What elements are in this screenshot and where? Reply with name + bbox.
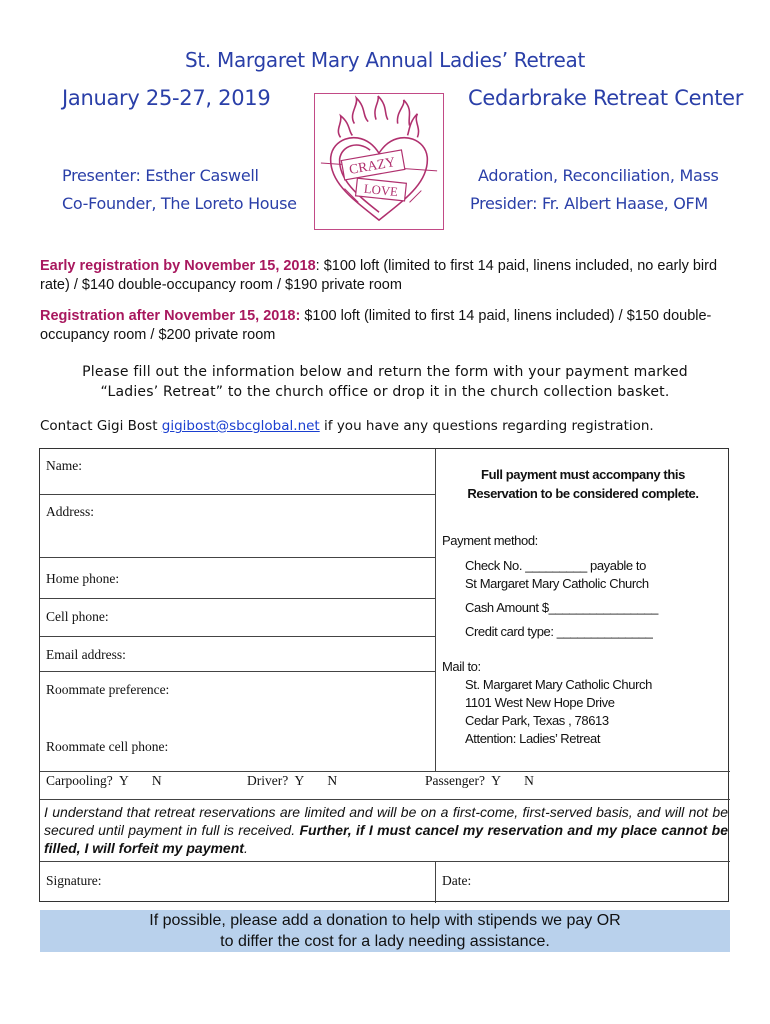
passenger-field[interactable]: Passenger? Y N	[425, 773, 534, 788]
late-registration-label: Registration after November 15, 2018:	[40, 308, 301, 324]
presenter: Presenter: Esther Caswell	[62, 166, 259, 185]
retreat-venue: Cedarbrake Retreat Center	[468, 86, 744, 110]
mail-to-label: Mail to:	[442, 659, 481, 674]
notice-bold: Further, if I must cancel my reservation and my place cannot be filled, I will forfeit my payment	[44, 822, 729, 856]
email-field[interactable]: Email address:	[46, 647, 126, 662]
crazy-love-logo	[314, 93, 444, 230]
roommate-preference-field[interactable]: Roommate preference:	[46, 682, 170, 697]
early-registration	[40, 257, 730, 295]
flaming-heart-icon	[315, 94, 443, 229]
mail-line2: 1101 West New Hope Drive	[465, 695, 615, 710]
logo-word-crazy: CRAZY	[347, 154, 397, 177]
contact-line	[40, 418, 654, 434]
notice-end: .	[243, 840, 248, 856]
logo-word-love: LOVE	[363, 181, 399, 200]
late-registration-text: $100 loft (limited to first 14 paid, linens included) / $150 double-occupancy room / $200 private room	[40, 308, 712, 343]
check-option[interactable]	[465, 557, 649, 593]
donation-line1: If possible, please add a donation to help with stipends we pay OR	[149, 912, 621, 929]
notice-plain: I understand that retreat reservations are limited and will be on a first-come, first-served basis, and will not be secured until payment in full is received.	[44, 804, 728, 838]
check-line1: Check No. _________ payable to	[465, 558, 646, 573]
late-registration	[40, 307, 730, 345]
early-registration-label: Early registration by November 15, 2018	[40, 258, 316, 274]
check-line2: St Margaret Mary Catholic Church	[465, 576, 649, 591]
cell-phone-field[interactable]: Cell phone:	[46, 609, 109, 624]
instructions	[40, 362, 730, 402]
mail-line3: Cedar Park, Texas , 78613	[465, 713, 609, 728]
payment-notice	[436, 465, 730, 503]
payment-notice-line2: Reservation to be considered complete.	[467, 486, 699, 501]
payment-notice-line1: Full payment must accompany this	[481, 467, 685, 482]
payment-method-label: Payment method:	[442, 533, 538, 548]
contact-after: if you have any questions regarding registration.	[319, 418, 654, 434]
donation-banner	[40, 910, 730, 952]
carpooling-field[interactable]: Carpooling? Y N	[46, 773, 162, 788]
date-field[interactable]: Date:	[442, 873, 472, 888]
mail-line1: St. Margaret Mary Catholic Church	[465, 677, 652, 692]
retreat-dates: January 25-27, 2019	[62, 86, 271, 110]
cancellation-notice	[44, 803, 728, 857]
presenter-role: Co-Founder, The Loreto House	[62, 194, 297, 213]
address-field[interactable]: Address:	[46, 504, 94, 519]
mail-line4: Attention: Ladies’ Retreat	[465, 731, 601, 746]
credit-card-option[interactable]: Credit card type: ______________	[465, 624, 653, 639]
presider: Presider: Fr. Albert Haase, OFM	[470, 194, 708, 213]
home-phone-field[interactable]: Home phone:	[46, 571, 120, 586]
roommate-cell-field[interactable]: Roommate cell phone:	[46, 739, 169, 754]
early-registration-text: : $100 loft (limited to first 14 paid, linens included, no early bird rate) / $140 double-occupancy room / $190 private room	[40, 258, 718, 293]
donation-line2: to differ the cost for a lady needing assistance.	[220, 933, 550, 950]
cash-option[interactable]: Cash Amount $________________	[465, 600, 658, 615]
mailing-address	[465, 676, 652, 748]
name-field[interactable]: Name:	[46, 458, 82, 473]
signature-field[interactable]: Signature:	[46, 873, 102, 888]
instructions-line2: “Ladies’ Retreat” to the church office or drop it in the church collection basket.	[100, 384, 670, 400]
instructions-line1: Please fill out the information below and return the form with your payment marked	[82, 364, 688, 380]
activities: Adoration, Reconciliation, Mass	[478, 166, 719, 185]
retreat-title: St. Margaret Mary Annual Ladies’ Retreat	[184, 48, 586, 72]
contact-before: Contact Gigi Bost	[40, 418, 162, 434]
contact-email-link[interactable]: gigibost@sbcglobal.net	[161, 418, 320, 434]
driver-field[interactable]: Driver? Y N	[247, 773, 338, 788]
